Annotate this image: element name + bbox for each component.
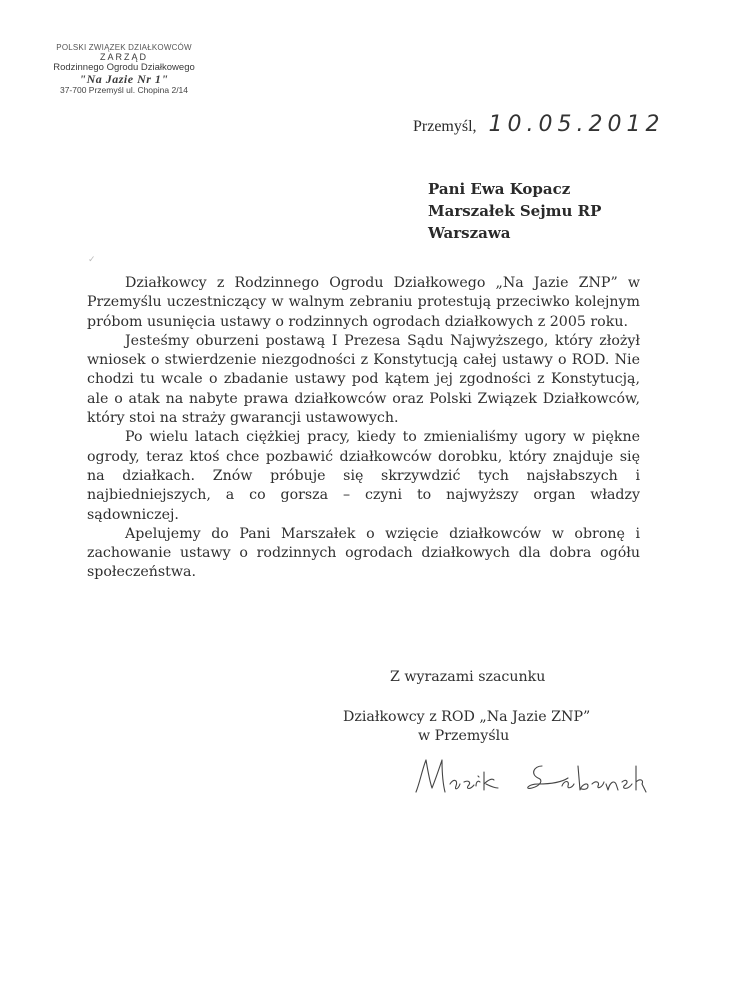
signatory-line-1: Działkowcy z ROD „Na Jazie ZNP” <box>343 709 591 725</box>
signatory-organization <box>343 708 643 746</box>
place-and-date <box>413 112 665 137</box>
paragraph: Apelujemy do Pani Marszałek o wzięcie działkowców w obronę i zachowanie ustawy o rodzinnych ogrodach działkowych dla dobra ogółu społeczeństwa. <box>87 525 640 581</box>
stamp-line-address: 37-700 Przemyśl ul. Chopina 2/14 <box>59 85 189 96</box>
stamp-line-name: "Na Jazie Nr 1" <box>79 72 169 87</box>
paragraph: Po wielu latach ciężkiej pracy, kiedy to zmienialiśmy ugory w piękne ogrody, teraz ktoś chce pozbawić działkowców dorobku, który znajduje się na działkach. Znów próbuje się skrzywdzić tych najsłabszych i najbiedniejszych, a co gorsza – czyni to najwyższy organ władzy sądowniczej. <box>87 429 640 523</box>
signatory-line-2: w Przemyślu <box>418 728 510 744</box>
paragraph: Działkowcy z Rodzinnego Ogrodu Działkowego „Na Jazie ZNP” w Przemyślu uczestniczący w walnym zebraniu protestują przeciwko kolejnym próbom usunięcia ustawy o rodzinnych ogrodach działkowych z 2005 roku. <box>87 275 640 330</box>
recipient-block <box>428 178 601 244</box>
recipient-title: Marszałek Sejmu RP <box>428 202 602 220</box>
handwritten-signature <box>412 752 652 802</box>
letter-body <box>87 274 640 583</box>
closing-salutation: Z wyrazami szacunku <box>390 669 546 685</box>
organization-stamp <box>34 44 214 96</box>
stamp-line-union: POLSKI ZWIĄZEK DZIAŁKOWCÓW <box>56 43 192 52</box>
stamp-line-board: ZARZĄD <box>100 51 148 62</box>
recipient-name: Pani Ewa Kopacz <box>428 180 571 198</box>
stamp-line-garden: Rodzinnego Ogrodu Działkowego <box>53 61 195 73</box>
recipient-city: Warszawa <box>428 224 511 242</box>
paragraph: Jesteśmy oburzeni postawą I Prezesa Sądu Najwyższego, który złożył wniosek o stwierdzenie niezgodności z Konstytucją całej ustawy o ROD. Nie chodzi tu wcale o zbadanie ustawy pod kątem jej zgodności z Konstytucją, ale o atak na nabyte prawa działkowców oraz Polski Związek Działkowców, który stoi na straży gwarancji ustawowych. <box>87 332 640 427</box>
scan-mark-icon: ✓ <box>88 255 96 265</box>
handwritten-date: 10.05.2012 <box>488 112 665 137</box>
place: Przemyśl, <box>413 118 477 135</box>
